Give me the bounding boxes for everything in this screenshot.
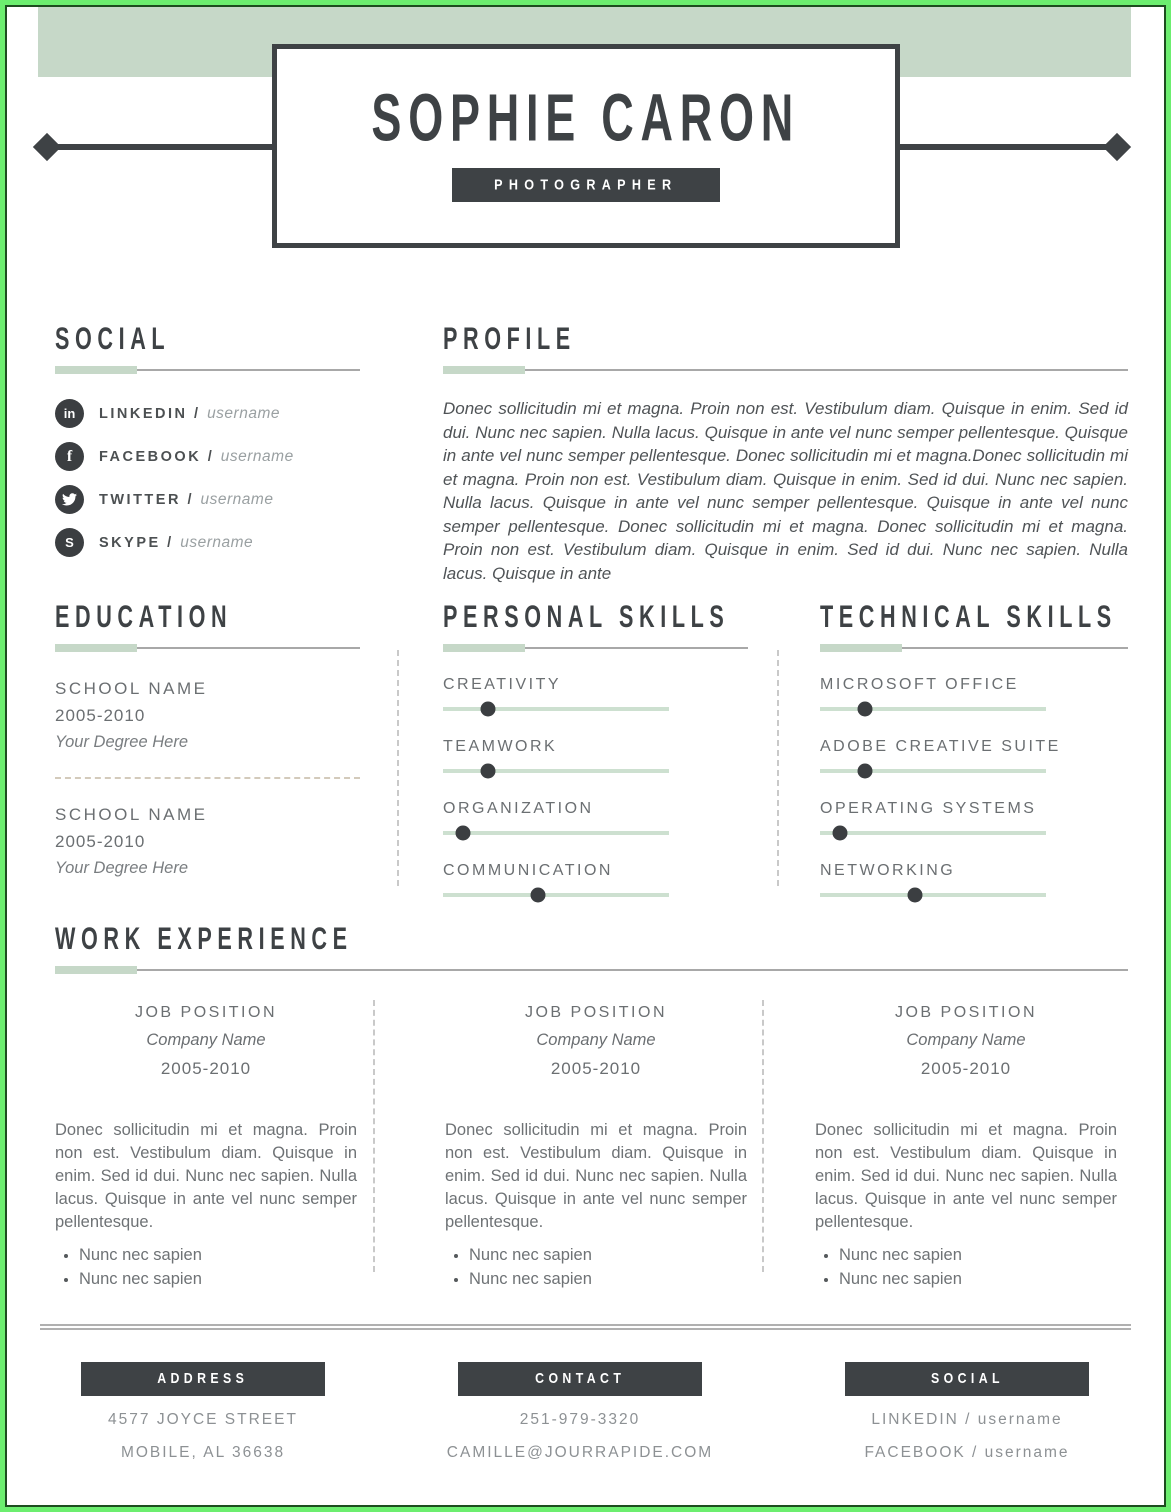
social-list [55, 399, 360, 557]
social-item-username: username [200, 490, 274, 508]
education-heading: EDUCATION [55, 599, 233, 634]
social-item-facebook[interactable] [55, 442, 360, 471]
linkedin-icon: in [55, 399, 84, 428]
skill-slider-handle[interactable] [481, 702, 496, 717]
section-work-experience [55, 921, 1128, 1288]
job-years: 2005-2010 [160, 1059, 252, 1078]
profile-heading: PROFILE [443, 321, 576, 356]
social-item-username: username [180, 533, 254, 551]
job-bullet: • Nunc nec sapien [839, 1270, 1117, 1289]
skill-slider-handle[interactable] [858, 702, 873, 717]
job-entry [55, 1004, 357, 1294]
degree-name: Your Degree Here [55, 859, 188, 877]
job-years: 2005-2010 [920, 1059, 1012, 1078]
footer-address-heading: ADDRESS [157, 1369, 249, 1387]
social-item-label: FACEBOOK / [99, 448, 215, 465]
work-experience-heading-underline [55, 969, 1128, 971]
technical-skills-heading: TECHNICAL SKILLS [820, 599, 1117, 634]
profile-heading-underline [443, 369, 1128, 371]
vertical-dashed-divider [777, 650, 779, 886]
social-item-linkedin[interactable] [55, 399, 360, 428]
social-item-username: username [207, 404, 280, 422]
footer-address-badge [81, 1362, 325, 1396]
technical-skills-heading-underline [820, 647, 1128, 649]
social-item-label: LINKEDIN / [99, 405, 201, 422]
skill-slider[interactable] [443, 769, 669, 773]
social-item-label: TWITTER / [99, 491, 194, 508]
footer-address-column [53, 1362, 353, 1462]
social-heading-underline [55, 369, 360, 371]
address-city: MOBILE, AL 36638 [120, 1444, 286, 1461]
skill-slider-handle[interactable] [530, 888, 545, 903]
skill-row [443, 800, 748, 835]
skill-slider[interactable] [443, 831, 669, 835]
diamond-right-icon [1103, 133, 1131, 161]
education-heading-underline [55, 647, 360, 649]
job-company: Company Name [906, 1031, 1026, 1049]
job-description: Donec sollicitudin mi et magna. Proin non est. Vestibulum diam. Quisque in enim. Sed id dui. Nunc nec sapien. Nulla lacus. Quisque in ante vel nunc semper pellentesque. [55, 1121, 357, 1231]
skill-slider-handle[interactable] [481, 764, 496, 779]
job-bullet: • Nunc nec sapien [839, 1246, 1117, 1265]
work-experience-heading: WORK EXPERIENCE [55, 921, 353, 956]
footer-double-rule [40, 1324, 1131, 1330]
skill-label: ADOBE CREATIVE SUITE [820, 738, 1061, 755]
school-years: 2005-2010 [55, 832, 146, 851]
personal-skills-heading-underline [443, 647, 748, 649]
twitter-bird-icon [55, 485, 84, 514]
job-company: Company Name [146, 1031, 266, 1049]
school-years: 2005-2010 [55, 706, 146, 725]
skill-label: CREATIVITY [443, 676, 562, 693]
facebook-icon: f [55, 442, 84, 471]
section-personal-skills [443, 599, 748, 897]
footer-contact-heading: CONTACT [534, 1369, 626, 1387]
contact-email[interactable]: CAMILLE@JOURRAPIDE.COM [446, 1444, 714, 1461]
skill-slider[interactable] [820, 707, 1046, 711]
degree-name: Your Degree Here [55, 733, 188, 751]
skill-slider[interactable] [443, 893, 669, 897]
skill-slider[interactable] [820, 831, 1046, 835]
social-item-label: SKYPE / [99, 534, 174, 551]
skill-label: COMMUNICATION [443, 862, 613, 879]
job-description: Donec sollicitudin mi et magna. Proin non est. Vestibulum diam. Quisque in enim. Sed id dui. Nunc nec sapien. Nulla lacus. Quisque in ante vel nunc semper pellentesque. [445, 1121, 747, 1231]
education-entry [55, 679, 360, 752]
diamond-left-icon [33, 133, 61, 161]
name-box [272, 44, 900, 248]
job-company: Company Name [536, 1031, 656, 1049]
job-entry [815, 1004, 1117, 1294]
footer-social-column [817, 1362, 1117, 1462]
skill-label: TEAMWORK [443, 738, 558, 755]
social-item-twitter[interactable] [55, 485, 360, 514]
section-profile [443, 321, 1128, 585]
contact-phone: 251-979-3320 [519, 1411, 641, 1428]
profile-text: Donec sollicitudin mi et magna. Proin non est. Vestibulum diam. Quisque in enim. Sed id dui. Nunc nec sapien. Nulla lacus. Quisque in ante vel nunc semper pellentesque. Quisque in ante vel nunc semper pellentesque. Donec sollicitudin mi et magna.Donec sollicitudin mi et magna. Proin non est. Vestibulum diam. Quisque in enim. Sed id dui. Nunc nec sapien. Nulla lacus. Quisque in ante vel nunc semper pellentesque. Quisque in ante vel nunc semper pellentesque. Donec sollicitudin mi et magna. Donec sollicitudin mi et magna. Proin non est. Vestibulum diam. Quisque in enim. Sed id dui. Nunc nec sapien. Nulla lacus. Quisque in ante [443, 399, 1128, 583]
skill-label: OPERATING SYSTEMS [820, 800, 1037, 817]
job-bullet-list [453, 1246, 747, 1289]
skill-row [443, 676, 748, 711]
footer-linkedin-link[interactable]: LINKEDIN / username [871, 1411, 1063, 1428]
footer-social-badge [845, 1362, 1089, 1396]
job-position: JOB POSITION [524, 1004, 667, 1021]
job-bullet-list [63, 1246, 357, 1289]
page-title: SOPHIE CARON [371, 79, 801, 156]
job-years: 2005-2010 [550, 1059, 642, 1078]
job-title-badge [452, 168, 720, 202]
job-title-label: PHOTOGRAPHER [494, 175, 678, 193]
job-position: JOB POSITION [134, 1004, 277, 1021]
job-bullet: • Nunc nec sapien [79, 1246, 357, 1265]
job-bullet-list [823, 1246, 1117, 1289]
skill-row [820, 862, 1128, 897]
skill-row [820, 738, 1128, 773]
school-name: SCHOOL NAME [55, 679, 208, 698]
social-heading: SOCIAL [55, 321, 171, 356]
skill-slider[interactable] [820, 769, 1046, 773]
education-dashed-separator [55, 777, 360, 779]
job-bullet: • Nunc nec sapien [469, 1270, 747, 1289]
job-bullet: • Nunc nec sapien [469, 1246, 747, 1265]
address-street: 4577 JOYCE STREET [108, 1411, 298, 1428]
social-item-skype[interactable] [55, 528, 360, 557]
footer-facebook-link[interactable]: FACEBOOK / username [864, 1444, 1070, 1461]
section-social [55, 321, 360, 571]
vertical-dashed-divider [762, 1000, 764, 1272]
skill-label: ORGANIZATION [443, 800, 594, 817]
skill-label: MICROSOFT OFFICE [820, 676, 1019, 693]
job-bullet: • Nunc nec sapien [79, 1270, 357, 1289]
skill-row [820, 800, 1128, 835]
skill-row [820, 676, 1128, 711]
skill-slider-handle[interactable] [858, 764, 873, 779]
footer-social-heading: SOCIAL [930, 1369, 1004, 1387]
vertical-dashed-divider [373, 1000, 375, 1272]
footer-contact-column [430, 1362, 730, 1462]
section-education [55, 599, 360, 878]
skill-row [443, 862, 748, 897]
job-entry [445, 1004, 747, 1294]
footer-contact-badge [458, 1362, 702, 1396]
skill-slider[interactable] [443, 707, 669, 711]
section-technical-skills [820, 599, 1128, 897]
personal-skills-heading: PERSONAL SKILLS [443, 599, 730, 634]
school-name: SCHOOL NAME [55, 805, 208, 824]
skype-icon: S [55, 528, 84, 557]
skill-slider-handle[interactable] [456, 826, 471, 841]
social-item-username: username [220, 447, 294, 465]
vertical-dashed-divider [397, 650, 399, 886]
job-description: Donec sollicitudin mi et magna. Proin non est. Vestibulum diam. Quisque in enim. Sed id dui. Nunc nec sapien. Nulla lacus. Quisque in ante vel nunc semper pellentesque. [815, 1121, 1117, 1231]
skill-label: NETWORKING [820, 862, 956, 879]
skill-slider[interactable] [820, 893, 1046, 897]
skill-slider-handle[interactable] [833, 826, 848, 841]
education-entry [55, 805, 360, 878]
skill-row [443, 738, 748, 773]
skill-slider-handle[interactable] [907, 888, 922, 903]
job-position: JOB POSITION [894, 1004, 1037, 1021]
